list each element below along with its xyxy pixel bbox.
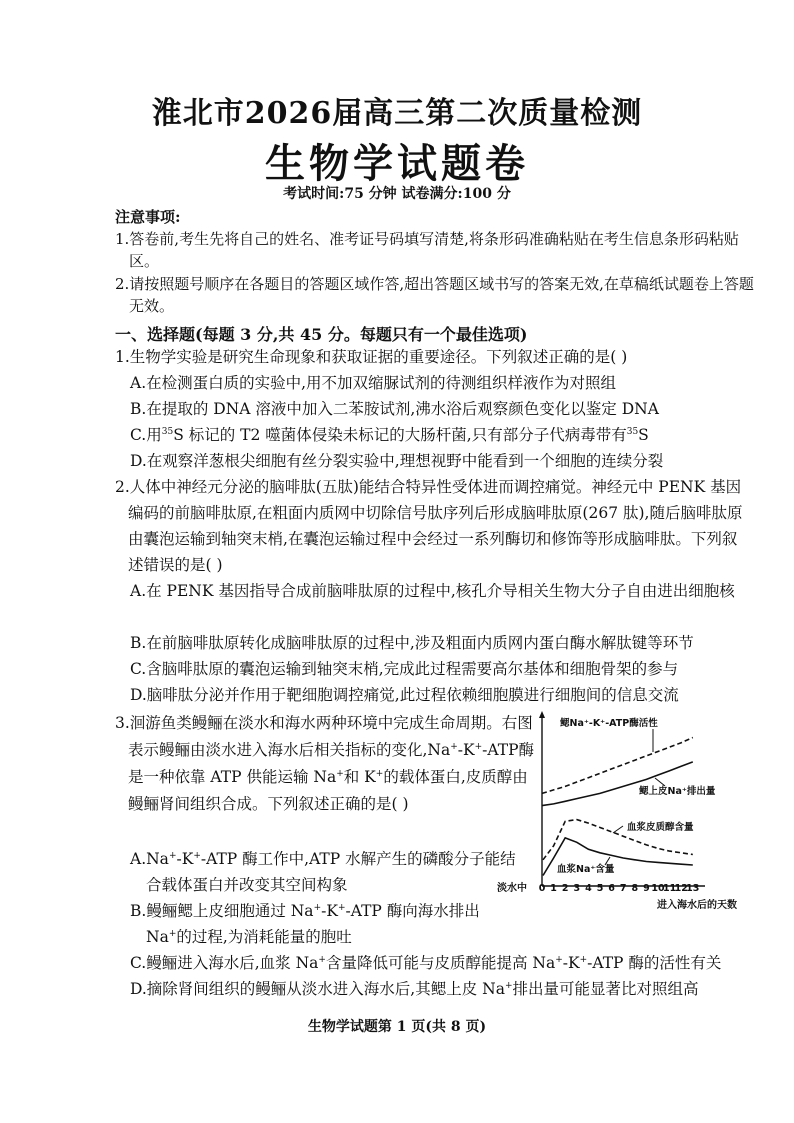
question-1-option-b: B.在提取的 DNA 溶液中加入二苯胺试剂,沸水浴后观察颜色变化以鉴定 DNA: [130, 400, 659, 418]
x-tick-label: 12: [674, 883, 688, 894]
chart-axes: [497, 711, 737, 911]
notice-item-2: 2.请按照题号顺序在各题目的答题区域作答,超出答题区域书写的答案无效,在草稿纸试题卷上答题无效。: [115, 275, 754, 315]
x-axis-label: 进入海水后的天数: [657, 900, 737, 911]
label-excretion-leader: [655, 778, 665, 786]
x-tick-label: 8: [631, 883, 639, 894]
notice-heading: 注意事项:: [115, 208, 181, 226]
exam-subject-title: 生物学试题卷: [265, 140, 529, 187]
chart-labels: [557, 717, 716, 875]
exam-info: 考试时间:75 分钟 试卷满分:100 分: [283, 186, 511, 202]
question-1-option-c: C.用$^{35}$S 标记的 T2 噬菌体侵染未标记的大肠杆菌,只有部分子代病毒带有$^{35}$S: [130, 426, 649, 444]
question-3-stem: 3.洄游鱼类鳗鲡在淡水和海水两种环境中完成生命周期。右图表示鳗鲡由淡水进入海水后相关指标的变化,Na+-K+-ATP酶是一种依靠 ATP 供能运输 Na+和 K+的载体蛋白,皮质醇由鳗鲡肾间组织合成。下列叙述正确的是( ): [115, 714, 535, 813]
question-3-option-d: D.摘除肾间组织的鳗鲡从淡水进入海水后,其鳃上皮 Na+排出量可能显著比对照组高: [130, 980, 699, 998]
question-2-option-a: A.在 PENK 基因指导合成前脑啡肽原的过程中,核孔介导相关生物大分子自由进出细胞核: [130, 582, 735, 600]
label-cortisol: 血浆皮质醇含量: [627, 822, 694, 833]
x-tick-label: 4: [585, 883, 592, 894]
x-tick-label: 13: [686, 883, 700, 894]
question-1-option-a: A.在检测蛋白质的实验中,用不加双缩脲试剂的待测组织样液作为对照组: [130, 374, 617, 392]
question-3-option-b: B.鳗鲡鳃上皮细胞通过 Na+-K+-ATP 酶向海水排出 Na+的过程,为消耗能量的胞吐: [130, 902, 480, 946]
y-axis-arrow: [539, 711, 545, 718]
x-tick-label: 2: [561, 883, 569, 894]
x-tick-label: 11: [662, 883, 677, 894]
x-tick-label: 6: [608, 883, 615, 894]
x-tick-label: 10: [651, 883, 665, 894]
label-excretion: 鳃上皮Na⁺排出量: [639, 786, 716, 797]
page-footer: 生物学试题第 1 页(共 8 页): [307, 1019, 487, 1035]
question-2-option-b: B.在前脑啡肽原转化成脑啡肽原的过程中,涉及粗面内质网内蛋白酶水解肽键等环节: [130, 634, 694, 652]
question-3-option-c: C.鳗鲡进入海水后,血浆 Na+含量降低可能与皮质醇能提高 Na+-K+-ATP 酶的活性有关: [130, 954, 722, 972]
question-2-option-d: D.脑啡肽分泌并作用于靶细胞调控痛觉,此过程依赖细胞膜进行细胞间的信息交流: [130, 686, 679, 704]
x-tick-label: 0: [538, 883, 546, 894]
eel-seawater-chart: [495, 708, 745, 918]
x-tick-label: 5: [596, 883, 604, 894]
x-tick-label: 7: [619, 883, 627, 894]
question-2-option-c: C.含脑啡肽原的囊泡运输到轴突末梢,完成此过程需要高尔基体和细胞骨架的参与: [130, 660, 679, 678]
question-1-option-d: D.在观察洋葱根尖细胞有丝分裂实验中,理想视野中能看到一个细胞的连续分裂: [130, 452, 664, 470]
chart-series: [542, 738, 693, 876]
notice-item-1: 1.答卷前,考生先将自己的姓名、准考证号码填写清楚,将条形码准确粘贴在考生信息条形码粘贴区。: [115, 230, 739, 270]
exam-title-line1: 淮北市2026届高三第二次质量检测: [151, 96, 643, 131]
series-excretion-line: [542, 762, 693, 806]
label-activity: 鳃Na⁺-K⁺-ATP酶活性: [560, 718, 658, 729]
label-cortisol-leader: [613, 826, 623, 833]
section-heading: 一、选择题(每题 3 分,共 45 分。每题只有一个最佳选项): [115, 325, 528, 344]
question-2-stem: 2.人体中神经元分泌的脑啡肽(五肽)能结合特异性受体进而调控痛觉。神经元中 PENK 基因编码的前脑啡肽原,在粗面内质网中切除信号肽序列后形成脑啡肽原(267 肽),随后脑啡肽原由囊泡运输到轴突末梢,在囊泡运输过程中会经过一系列酶切和修饰等形成脑啡肽。下列叙述错误的是( ): [115, 478, 743, 574]
x-tick-label: 3: [573, 883, 581, 894]
x-tick-label: 9: [643, 883, 650, 894]
x-tick-label: 1: [550, 883, 557, 894]
question-1-stem: 1.生物学实验是研究生命现象和获取证据的重要途径。下列叙述正确的是( ): [115, 348, 628, 366]
label-plasma-na: 血浆Na⁺含量: [557, 864, 615, 875]
series-activity-line: [542, 738, 693, 794]
x-axis-prefix: 淡水中: [497, 883, 527, 894]
question-3-option-a: A.Na+-K+-ATP 酶工作中,ATP 水解产生的磷酸分子能结合载体蛋白并改变其空间构象: [130, 850, 516, 894]
